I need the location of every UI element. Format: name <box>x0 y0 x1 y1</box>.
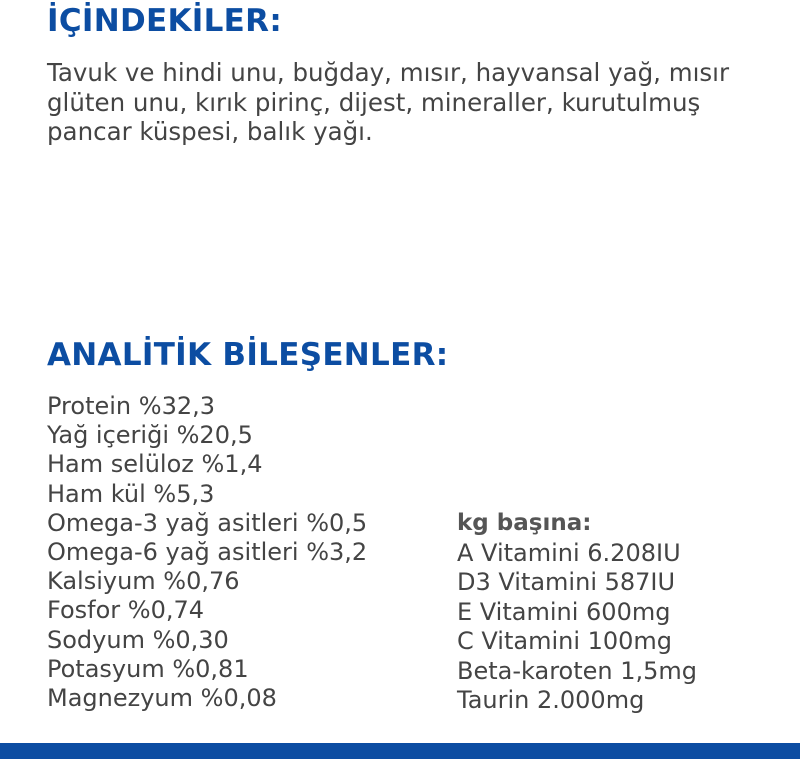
analytic-item-calcium: Kalsiyum %0,76 <box>47 567 240 596</box>
ingredients-heading: İÇİNDEKİLER: <box>47 3 283 39</box>
analytic-item-potassium: Potasyum %0,81 <box>47 654 249 683</box>
vitamin-list <box>457 539 697 716</box>
analytic-item-crude-fiber: Ham selüloz %1,4 <box>47 450 263 479</box>
analytic-constituents-list <box>47 392 367 713</box>
analytic-item-protein: Protein %32,3 <box>47 392 215 420</box>
vitamin-item-taurine: Taurin 2.000mg <box>457 686 645 714</box>
ingredients-text: Tavuk ve hindi unu, buğday, mısır, hayvansal yağ, mısır glüten unu, kırık pirinç, dijest, mineraller, kurutulmuş pancar küspesi, balık yağı. <box>47 58 730 146</box>
analytic-item-sodium: Sodyum %0,30 <box>47 625 229 654</box>
vitamin-item-c: C Vitamini 100mg <box>457 627 673 655</box>
analytic-item-phosphorus: Fosfor %0,74 <box>47 596 205 625</box>
analytic-item-magnesium: Magnezyum %0,08 <box>47 684 277 713</box>
vitamin-item-d3: D3 Vitamini 587IU <box>457 568 676 596</box>
vitamin-item-a: A Vitamini 6.208IU <box>457 538 681 567</box>
analytic-constituents-heading: ANALİTİK BİLEŞENLER: <box>47 337 449 373</box>
analytic-item-omega-3: Omega-3 yağ asitleri %0,5 <box>47 508 368 537</box>
vitamin-item-e: E Vitamini 600mg <box>457 597 671 626</box>
per-kg-heading: kg başına: <box>457 510 592 536</box>
analytic-item-omega-6: Omega-6 yağ asitleri %3,2 <box>47 538 368 567</box>
bottom-accent-bar <box>0 743 800 759</box>
analytic-item-crude-ash: Ham kül %5,3 <box>47 479 215 508</box>
vitamins-per-kg-block <box>457 509 697 716</box>
vitamin-item-beta-carotene: Beta-karoten 1,5mg <box>457 656 698 685</box>
analytic-item-fat: Yağ içeriği %20,5 <box>47 421 253 450</box>
